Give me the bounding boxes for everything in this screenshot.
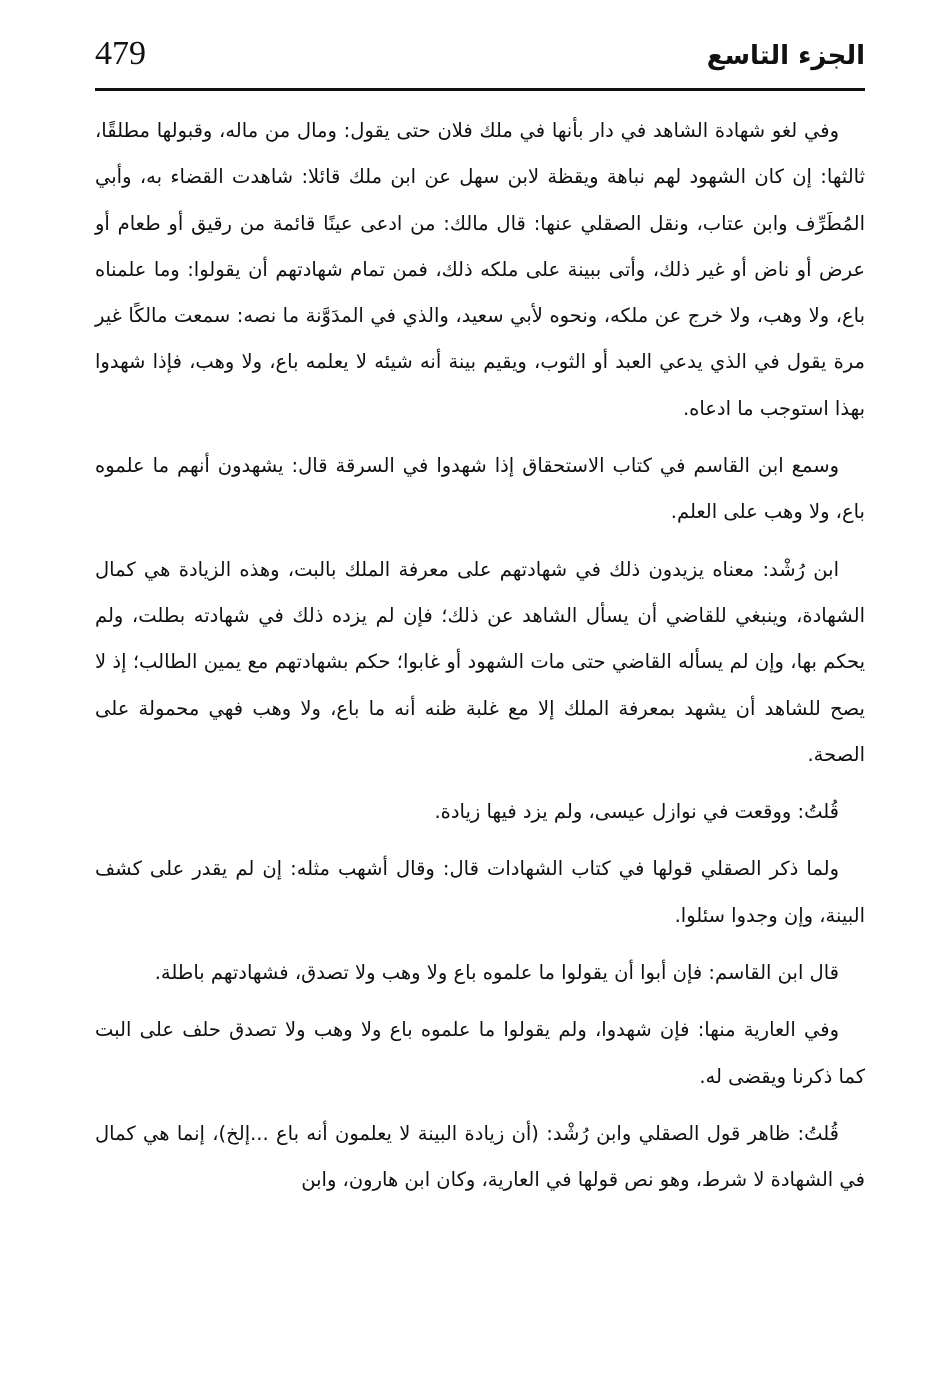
header-rule xyxy=(95,88,865,91)
paragraph: قال ابن القاسم: فإن أبوا أن يقولوا ما علموه باع ولا وهب ولا تصدق، فشهادتهم باطلة. xyxy=(154,961,839,985)
body-text xyxy=(95,108,865,1215)
paragraph: ولما ذكر الصقلي قولها في كتاب الشهادات قال: وقال أشهب مثله: إن لم يقدر على كشف البينة، وإن وجدوا سئلوا. xyxy=(95,857,865,927)
paragraph: ابن رُشْد: معناه يزيدون ذلك في شهادتهم على معرفة الملك بالبت، وهذه الزيادة هي كمال الشهادة، وينبغي للقاضي أن يسأل الشاهد عن ذلك؛ فإن لم يزده ذلك في شهادته بطلت، ولم يحكم بها، وإن لم يسأله القاضي حتى مات الشهود أو غابوا؛ حكم بشهادتهم مع يمين الطالب؛ إذ لا يصح للشاهد أن يشهد بمعرفة الملك إلا مع غلبة ظنه أنه ما باع، ولا وهب فهي محمولة على الصحة. xyxy=(95,557,865,766)
paragraph: وفي العارية منها: فإن شهدوا، ولم يقولوا ما علموه باع ولا وهب ولا تصدق حلف على البت كما ذكرنا ويقضى له. xyxy=(95,1018,865,1088)
running-title: الجزء التاسع xyxy=(706,41,865,71)
paragraph: قُلتُ: ظاهر قول الصقلي وابن رُشْد: (أن زيادة البينة لا يعلمون أنه باع ...إلخ)، إنما هي كمال في الشهادة لا شرط، وهو نص قولها في العارية، وكان ابن هارون، وابن xyxy=(95,1121,865,1192)
paragraph: وسمع ابن القاسم في كتاب الاستحقاق إذا شهدوا في السرقة قال: يشهدون أنهم ما علموه باع، ولا وهب على العلم. xyxy=(95,454,865,524)
paragraph: وفي لغو شهادة الشاهد في دار بأنها في ملك فلان حتى يقول: ومال من ماله، وقبولها مطلقًا، ثالثها: إن كان الشهود لهم نباهة ويقظة لابن سهل عن ابن ملك قائلا: شاهدت القضاء به، وأبي المُطَرِّف وابن عتاب، ونقل الصقلي عنها: قال مالك: من ادعى عينًا قائمة من رقيق أو طعام أو عرض أو ناض أو غير ذلك، وأتى ببينة على ملكه ذلك، فمن تمام شهادتهم أن يقولوا: وما علمناه باع، ولا وهب، ولا خرج عن ملكه، ونحوه لأبي سعيد، والذي في المدَوَّنة ما نصه: سمعت مالكًا غير مرة يقول في الذي يدعي العبد أو الثوب، ويقيم بينة أنه شيئه لا يعلمه باع، ولا وهب، فإذا شهدوا بهذا استوجب ما ادعاه. xyxy=(95,119,865,420)
page-header xyxy=(95,30,865,88)
paragraph: قُلتُ: ووقعت في نوازل عيسى، ولم يزد فيها زيادة. xyxy=(434,800,839,824)
page-number: 479 xyxy=(95,35,146,72)
